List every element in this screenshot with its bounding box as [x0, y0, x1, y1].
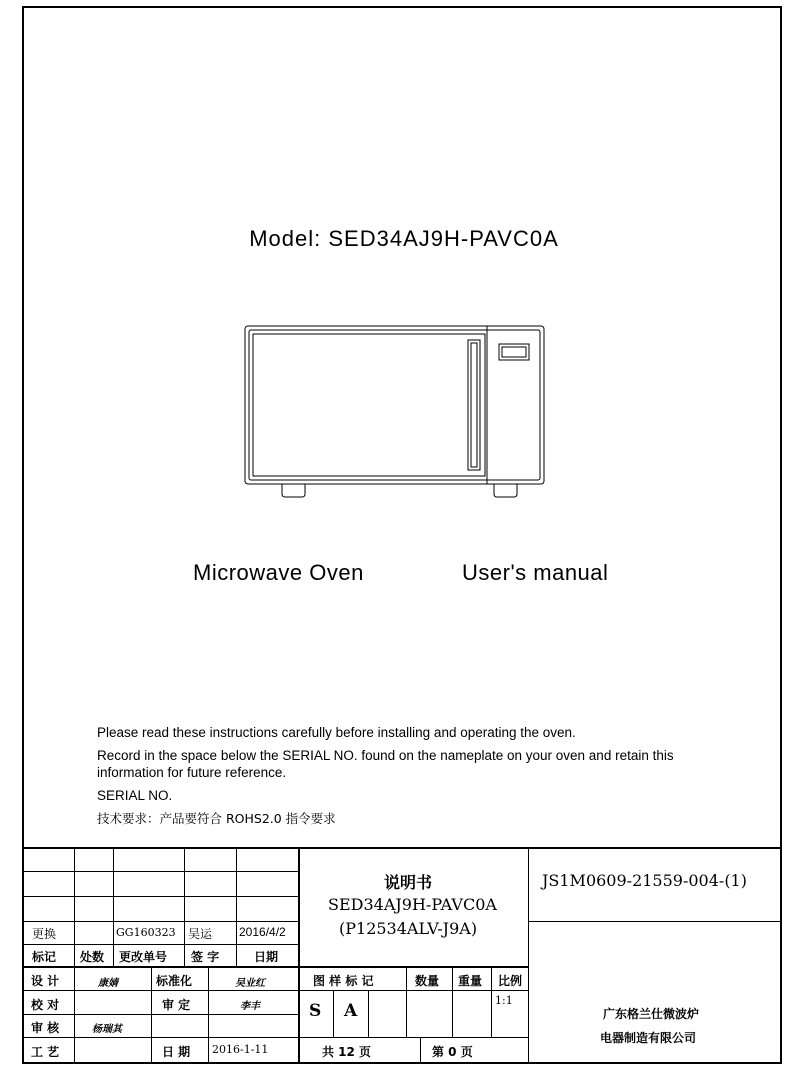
- serial-no-label: SERIAL NO.: [97, 788, 173, 803]
- designer-signature: 康婧: [98, 978, 118, 989]
- mark-header: 图 样 标 记: [313, 974, 374, 988]
- mark-a: A: [344, 1001, 358, 1021]
- header-date: 日期: [254, 950, 279, 964]
- doc-number: JS1M0609-21559-004-(1): [542, 871, 747, 890]
- role-standardize: 标准化: [156, 974, 193, 988]
- title-block-model: SED34AJ9H-PAVC0A: [328, 895, 497, 914]
- technical-requirement: 技术要求：产品要符合 ROHS2.0 指令要求: [97, 811, 336, 826]
- scale-header: 比例: [498, 974, 523, 988]
- document-type: User's manual: [462, 560, 609, 585]
- role-check: 校 对: [31, 998, 60, 1012]
- doc-title: 说明书: [384, 873, 433, 892]
- scale-value: 1:1: [495, 994, 513, 1007]
- mark-s: S: [309, 1001, 322, 1021]
- revision-change-no: GG160323: [116, 926, 176, 939]
- instruction-line: Please read these instructions carefully before installing and operating the oven.: [97, 725, 576, 740]
- part-code: (P12534ALV-J9A): [339, 919, 478, 938]
- quantity-header: 数量: [415, 974, 440, 988]
- header-count: 处数: [80, 950, 105, 964]
- role-review: 审 核: [31, 1021, 60, 1035]
- total-pages: 共 12 页: [322, 1045, 372, 1059]
- revision-action: 更换: [32, 927, 57, 941]
- approver-signature: 李丰: [240, 1001, 260, 1012]
- role-approve: 审 定: [162, 998, 191, 1012]
- company-name-line2: 电器制造有限公司: [600, 1031, 697, 1045]
- role-design: 设 计: [31, 974, 60, 988]
- role-date: 日 期: [162, 1045, 191, 1059]
- header-change-doc: 更改单号: [119, 950, 168, 964]
- issue-date: 2016-1-11: [212, 1043, 269, 1056]
- header-sign: 签 字: [191, 950, 220, 964]
- weight-header: 重量: [458, 974, 483, 988]
- standardizer-signature: 吴业红: [235, 978, 265, 989]
- header-mark: 标记: [32, 950, 57, 964]
- revision-signer: 吴运: [188, 927, 213, 941]
- model-heading: Model: SED34AJ9H-PAVC0A: [249, 226, 559, 251]
- revision-date: 2016/4/2: [239, 925, 286, 939]
- company-name-line1: 广东格兰仕微波炉: [603, 1007, 700, 1021]
- reviewer-signature: 杨瑞其: [92, 1024, 122, 1035]
- product-title: Microwave Oven: [193, 560, 364, 585]
- page-number: 第 0 页: [432, 1045, 473, 1059]
- instruction-line: Record in the space below the SERIAL NO. found on the nameplate on your oven and retain this information for future reference.: [97, 748, 674, 780]
- role-process: 工 艺: [31, 1045, 60, 1059]
